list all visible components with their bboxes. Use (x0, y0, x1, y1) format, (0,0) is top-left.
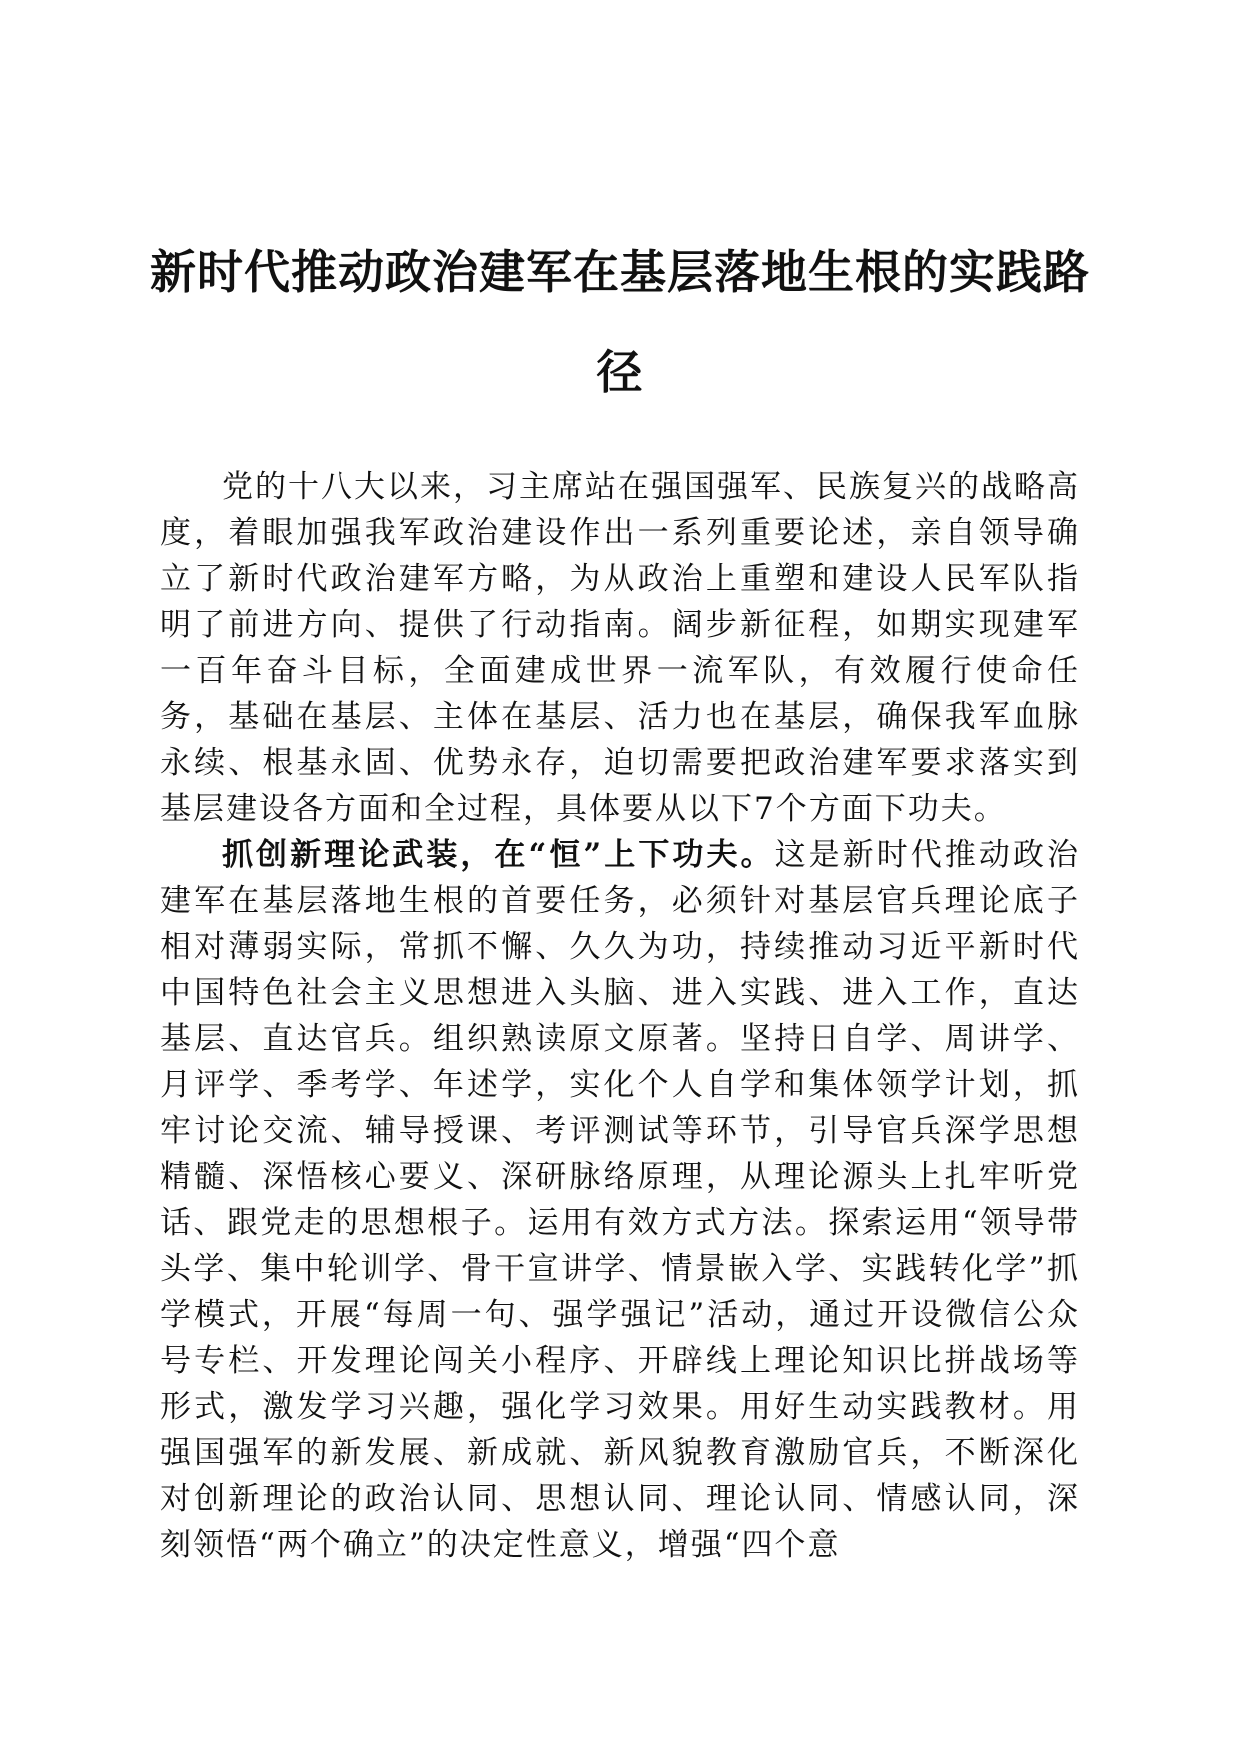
document-title: 新时代推动政治建军在基层落地生根的实践路径 (150, 245, 1090, 399)
paragraph-theory-study-lead: 抓创新理论武装，在“恒”上下功夫。 (222, 837, 775, 873)
paragraph-theory-study (160, 832, 1080, 1568)
paragraph-intro (160, 464, 1080, 832)
paragraph-intro-text: 党的十八大以来，习主席站在强国强军、民族复兴的战略高度，着眼加强我军政治建设作出一系列重要论述，亲自领导确立了新时代政治建军方略，为从政治上重塑和建设人民军队指明了前进方向、提供了行动指南。阔步新征程，如期实现建军一百年奋斗目标，全面建成世界一流军队，有效履行使命任务，基础在基层、主体在基层、活力也在基层，确保我军血脉永续、根基永固、优势永存，迫切需要把政治建军要求落实到基层建设各方面和全过程，具体要从以下7个方面下功夫。 (160, 469, 1080, 827)
paragraph-theory-study-text: 这是新时代推动政治建军在基层落地生根的首要任务，必须针对基层官兵理论底子相对薄弱实际，常抓不懈、久久为功，持续推动习近平新时代中国特色社会主义思想进入头脑、进入实践、进入工作，直达基层、直达官兵。组织熟读原文原著。坚持日自学、周讲学、月评学、季考学、年述学，实化个人自学和集体领学计划，抓牢讨论交流、辅导授课、考评测试等环节，引导官兵深学思想精髓、深悟核心要义、深研脉络原理，从理论源头上扎牢听党话、跟党走的思想根子。运用有效方式方法。探索运用“领导带头学、集中轮训学、骨干宣讲学、情景嵌入学、实践转化学”抓学模式，开展“每周一句、强学强记”活动，通过开设微信公众号专栏、开发理论闯关小程序、开辟线上理论知识比拼战场等形式，激发学习兴趣，强化学习效果。用好生动实践教材。用强国强军的新发展、新成就、新风貌教育激励官兵，不断深化对创新理论的政治认同、思想认同、理论认同、情感认同，深刻领悟“两个确立”的决定性意义，增强“四个意 (160, 837, 1081, 1563)
document-body (160, 464, 1080, 1568)
